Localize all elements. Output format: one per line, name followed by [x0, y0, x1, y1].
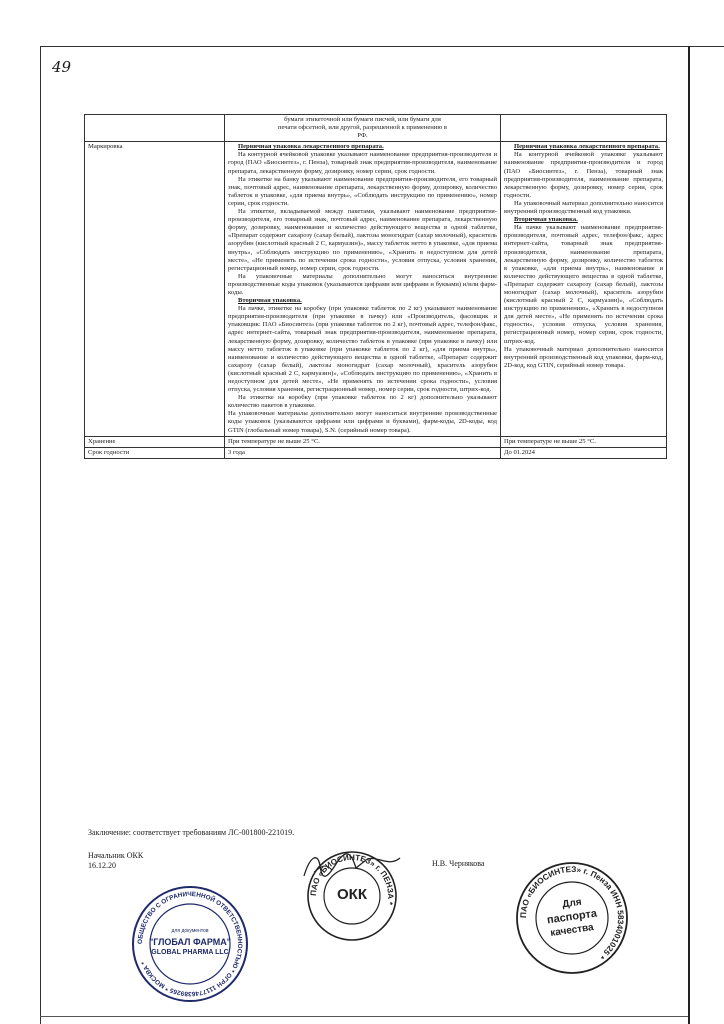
paragraph: На упаковочный материал дополнительно наносится внутренний производственный код упаковки. [504, 199, 663, 216]
paragraph: На упаковочный материал дополнительно наносится внутренний производственный код упаковки, фарм-код, 2D-код, код GTIN, серийный номер товара. [504, 345, 663, 369]
table-cell-marking-results [501, 142, 667, 436]
page-border-bottom [40, 1016, 688, 1017]
handwritten-page-number: 49 [52, 58, 72, 76]
conclusion-text: Заключение: соответствует требованиям ЛС-001800-221019. [88, 828, 295, 837]
section-heading: Вторичная упаковка. [238, 297, 302, 305]
text-line: печати офсетной, или другой, разрешенной к применению в [277, 124, 448, 132]
seal-ring-text-left: ОБЩЕСТВО С ОГРАНИЧЕННОЙ ОТВЕТСТВЕННОСТЬЮ * ОГРН 1117746389265 * МОСКВА * [136, 890, 244, 998]
paragraph: На упаковочные материалы дополнительно могут наноситься внутренние производственные коды упаковок (указываются цифрами или цифрами и буквами) и/или фарм-коды. [228, 272, 497, 296]
paragraph: На контурной ячейковой упаковке указывают наименование предприятия-производителя и город (ПАО «Биосинтез», г. Пенза), товарный знак предприятия-производителя, наименование препарата, лекарственную форму, дозировку, номер серии, срок годности. [228, 151, 497, 175]
section-heading: Первичная упаковка лекарственного препарата. [238, 143, 384, 151]
paragraph: На этикетке, вкладываемой между пакетами, указывают наименование предприятия-производителя, его товарный знак, почтовый адрес, наименование препарата, лекарственную форму, дозировку, наименование и количество действующего вещества в одной таблетке, «Препарат содержит сахарозу (сахар белый), лактозы моногидрат (сахар молочный), краситель азорубин (кислотный красный 2 С, кармуазин)», массу таблеток нетто в упаковке, «для приема внутрь», «Соблюдать инструкцию по применению», «Хранить в недоступном для детей месте», «Не применять по истечении срока годности», условия отпуска, условия хранения, регистрационный номер, номер серии, срок годности. [228, 208, 497, 272]
signer-name: Н.В. Чернякова [432, 859, 485, 868]
row-label-storage: Хранение [85, 436, 225, 447]
table-cell-marking-requirements [225, 142, 501, 436]
signature-date: 16.12.20 [88, 861, 116, 870]
table-cell-storage-requirement: При температуре не выше 25 °С. [225, 436, 501, 447]
section-heading: Первичная упаковка лекарственного препарата. [514, 143, 660, 151]
table-cell-shelf-life-result: До 01.2024 [501, 447, 667, 458]
seal-company-name-en: GLOBAL PHARMA LLC [151, 949, 229, 956]
table-cell-paper-requirement [225, 115, 501, 142]
paragraph: На контурной ячейковой упаковке указывают наименование предприятия-производителя и город (ПАО «Биосинтез», г. Пенза), товарный знак предприятия-производителя, наименование препарата, лекарственную форму, дозировку, номер серии, срок годности. [504, 151, 663, 199]
paragraph: На упаковочные материалы дополнительно могут наноситься внутренние производственные коды упаковок (указываются цифрами или цифрами и буквами), фарм-коды, 2D-коды, код GTIN (глобальный номер товара), S.N. (серийный номер товара). [228, 410, 497, 434]
paragraph: На пачке, этикетке на коробку (при упаковке таблеток по 2 кг) указывают наименование предприятия-производителя (при упаковке в пачку) или «Производитель, фасовщик и упаковщик: ПАО «Биосинтез» (при упаковке таблеток по 2 кг), почтовый адрес, телефон/факс, адрес интернет-сайта, товарный знак предприятия-производителя, наименование препарата, лекарственную форму, дозировку, количество таблеток в упаковке (при упаковке в пачку) или массу нетто таблеток в упаковке (при упаковке таблеток по 2 кг), «для приема внутрь», наименование и количество действующего вещества в одной таблетке, «Препарат содержит сахарозу (сахар белый), лактозы моногидрат (сахар молочный), краситель азорубин (кислотный красный 2 С, кармуазин)», «Соблюдать инструкцию по применению», «Хранить в недоступном для детей месте», «Не применять по истечении срока годности», условия отпуска, условия хранения, регистрационный номер, номер серии, срок годности, штрих-код. [228, 305, 497, 394]
company-seal-left [130, 884, 250, 1004]
table-cell-storage-result: При температуре не выше 25 °С. [501, 436, 667, 447]
table-cell-empty [501, 115, 667, 142]
page-border-top [40, 46, 724, 47]
company-seal-right [514, 860, 630, 976]
table-cell-empty [85, 115, 225, 142]
paragraph: На этикетке на коробку (при упаковке таблеток по 2 кг) дополнительно указывают количество пакетов в упаковке. [228, 394, 497, 410]
seal-ring-text-right: ПАО «БИОСИНТЕЗ» г. Пенза ИНН 5834001025 * [518, 864, 626, 961]
specification-table [84, 114, 667, 459]
seal-okk-label: ОКК [337, 886, 367, 903]
okk-seal [306, 850, 398, 942]
seal-small-text: для документов [171, 928, 209, 934]
row-label-marking: Маркировка [85, 142, 225, 436]
page-border-left [40, 46, 41, 1024]
text-line: бумаги этикеточной или бумаги писчей, или бумаги для [284, 116, 441, 123]
table-row-marking [85, 142, 667, 436]
seal-line-3: качества [549, 922, 595, 939]
signatory-title: Начальник ОКК [88, 851, 144, 860]
signatory-block [88, 851, 143, 871]
paragraph: На этикетке на банку указывают наименование предприятия-производителя, его товарный знак, почтовый адрес, наименование препарата, лекарственную форму, дозировку, количество таблеток в упаковке, «для приема внутрь», «Соблюдать инструкцию по применению», номер серии, срок годности. [228, 175, 497, 207]
seal-company-name-ru: "ГЛОБАЛ ФАРМА" [148, 937, 232, 947]
page-border-right [688, 46, 690, 1024]
row-label-shelf-life: Срок годности [85, 447, 225, 458]
table-row-shelf-life [85, 447, 667, 458]
paragraph: На пачке указывают наименование предприятия-производителя, почтовый адрес, телефон/факс, адрес интернет-сайта, товарный знак предприятия-производителя, наименование препарата, лекарственную форму, дозировку, количество таблеток в упаковке, «для приема внутрь», наименование и количество действующего вещества в одной таблетке, «Препарат содержит сахарозу (сахар белый), лактозы моногидрат (сахар молочный), краситель азорубин (кислотный красный 2 С, кармуазин)», «Соблюдать инструкцию по применению», «Хранить в недоступном для детей месте», «Не применять по истечении срока годности», условия отпуска, условия хранения, регистрационный номер, номер серии, срок годности, штрих-код. [504, 224, 663, 345]
section-heading: Вторичная упаковка. [514, 216, 578, 224]
seal-line-1: Для [561, 896, 583, 911]
table-row-storage [85, 436, 667, 447]
seal-line-2: паспорта [546, 907, 598, 927]
table-row-continuation [85, 115, 667, 142]
seal-ring-text-okk: ПАО «БИОСИНТЕЗ» г. ПЕНЗА * [308, 852, 396, 906]
text-line: РФ. [357, 132, 368, 140]
table-cell-shelf-life-requirement: 3 года [225, 447, 501, 458]
